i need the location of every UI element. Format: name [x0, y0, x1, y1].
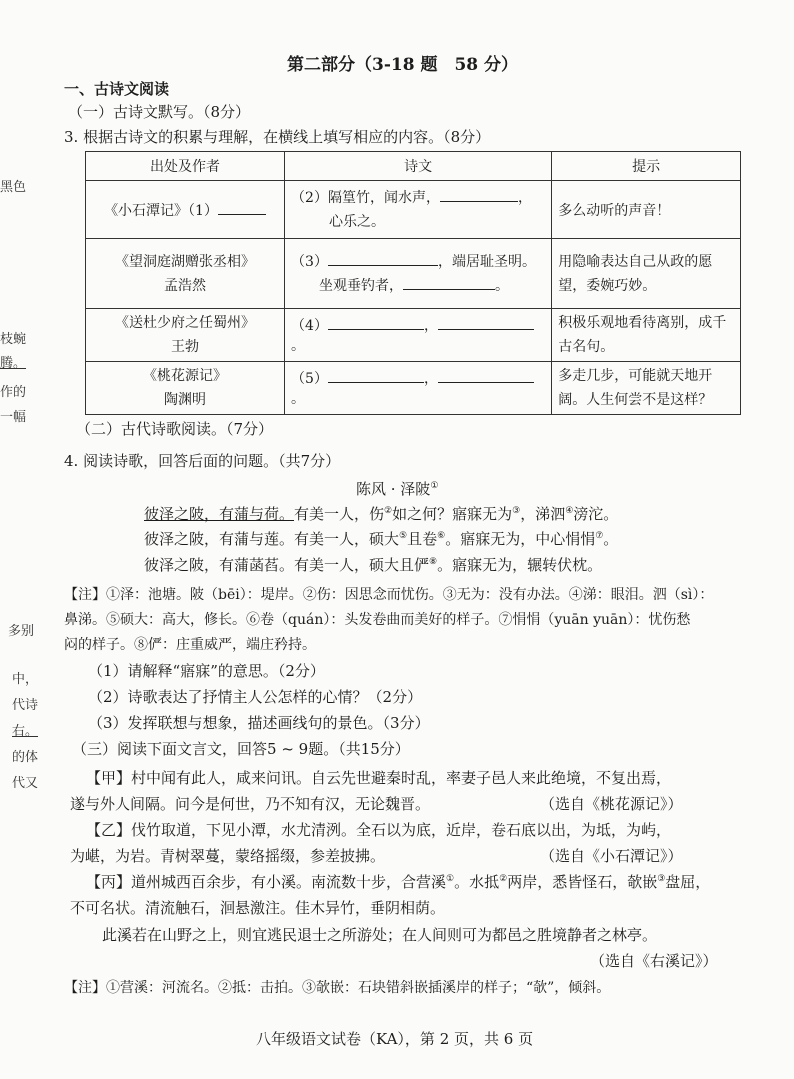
margin-fragment: 中，	[12, 672, 39, 687]
author-cell: 陶渊明	[164, 392, 207, 408]
source-cell: 《桃花源记》	[143, 368, 228, 384]
table-row	[86, 362, 741, 415]
passage-bing: 不可名状。清流触石，洄悬激注。佳木异竹，垂阴相荫。	[70, 899, 446, 917]
poem-stanza: 彼泽之陂，有蒲与荷。有美一人，伤②如之何？寤寐无为③，涕泗④滂沱。	[144, 505, 619, 523]
poem-text: 心乐之。	[329, 213, 386, 230]
answer-blank[interactable]	[218, 200, 266, 215]
sub-question: （2）诗歌表达了抒情主人公怎样的心情？（2分）	[88, 688, 423, 706]
hint-cell: 多么动听的声音！	[552, 181, 741, 239]
question-prompt: 4. 阅读诗歌，回答后面的问题。（共7分）	[64, 452, 341, 470]
section-heading: 一、古诗文阅读	[64, 80, 170, 98]
poem-text: （2）隔篁竹，闻水声，	[291, 189, 440, 206]
author-cell: 孟浩然	[164, 277, 207, 294]
part-title: 第二部分（3-18 题 58 分）	[287, 55, 519, 75]
recitation-table	[85, 151, 741, 415]
author-cell: 王勃	[171, 339, 200, 355]
question-prompt: 3. 根据古诗文的积累与理解，在横线上填写相应的内容。（8分）	[64, 128, 491, 146]
subsection-heading: （三）阅读下面文言文，回答5 ~ 9题。（共15分）	[72, 740, 410, 758]
table-row	[86, 239, 741, 309]
answer-blank[interactable]	[328, 315, 424, 330]
page-footer: 八年级语文试卷（KA），第 2 页，共 6 页	[256, 1030, 534, 1048]
poem-text: 。	[291, 391, 306, 407]
poem-text: ，	[423, 318, 438, 334]
source-cell: 《送杜少府之任蜀州》	[115, 315, 256, 331]
margin-fragment: 右。	[12, 724, 39, 739]
poem-stanza: 彼泽之陂，有蒲菡萏。有美一人，硕大且俨⑧。寤寐无为，辗转伏枕。	[144, 556, 603, 574]
table-header: 提示	[552, 152, 741, 181]
table-row	[86, 309, 741, 362]
poem-notes: 鼻涕。⑤硕大：高大，修长。⑥卷（quán）：头发卷曲而美好的样子。⑦悁悁（yuān yuān）：忧伤愁	[64, 612, 691, 628]
source-cell: 《望洞庭湖赠张丞相》	[115, 253, 256, 270]
source-cell: 《小石潭记》（1）	[104, 202, 218, 219]
margin-fragment: 一幅	[0, 410, 27, 425]
poem-notes: 闷的样子。⑧俨：庄重威严，端庄矜持。	[64, 637, 316, 653]
passage-bing: 【丙】道州城西百余步，有小溪。南流数十步，合营溪①。水抵②两岸，悉皆怪石，欹嵌③盘屈，	[86, 873, 711, 891]
margin-fragment: 多别	[8, 624, 35, 639]
subsection-heading: （二）古代诗歌阅读。（7分）	[76, 420, 274, 438]
passage-source: （选自《右溪记》）	[590, 952, 718, 970]
poem-text: （5）	[291, 371, 328, 387]
margin-fragment: 代又	[12, 776, 39, 791]
table-header: 诗文	[285, 152, 552, 181]
passage-bing: 此溪若在山野之上，则宜逃民退士之所游处；在人间则可为都邑之胜境静者之林亭。	[102, 926, 658, 944]
passage-source: （选自《桃花源记》）	[540, 795, 683, 813]
hint-cell: 多走几步，可能就天地开阔。人生何尝不是这样？	[552, 362, 741, 415]
poem-text: 。	[291, 338, 306, 354]
answer-blank[interactable]	[438, 368, 534, 383]
margin-fragment: 黑色	[0, 180, 27, 195]
answer-blank[interactable]	[403, 275, 495, 290]
table-header: 出处及作者	[86, 152, 285, 181]
poem-notes: 【注】①泽：池塘。陂（bēi）：堤岸。②伤：因思念而忧伤。③无为：没有办法。④涕：眼泪。泗（sì）：	[64, 587, 714, 603]
poem-text: （4）	[291, 318, 328, 334]
hint-cell: 积极乐观地看待离别，成千古名句。	[552, 309, 741, 362]
underlined-line: 彼泽之陂，有蒲与荷。	[144, 505, 295, 523]
table-row	[86, 181, 741, 239]
poem-text: ，	[423, 371, 438, 387]
passage-yi: 为嵁，为岩。青树翠蔓，蒙络摇缀，参差披拂。	[70, 847, 386, 865]
margin-fragment: 的体	[12, 750, 39, 765]
passage-source: （选自《小石潭记》）	[540, 847, 683, 865]
margin-fragment: 代诗	[12, 698, 39, 713]
poem-text: （3）	[291, 253, 328, 270]
answer-blank[interactable]	[328, 368, 424, 383]
poem-title: 陈风 · 泽陂①	[356, 480, 439, 498]
passage-yi: 【乙】伐竹取道，下见小潭，水尤清洌。全石以为底，近岸，卷石底以出，为坻，为屿，	[86, 821, 672, 839]
passage-jia: 遂与外人间隔。问今是何世，乃不知有汉，无论魏晋。	[70, 795, 431, 813]
margin-fragment: 腾。	[0, 356, 27, 371]
poem-text: 坐观垂钓者，	[319, 277, 404, 294]
answer-blank[interactable]	[440, 187, 518, 202]
hint-cell: 用隐喻表达自己从政的愿望，委婉巧妙。	[552, 239, 741, 309]
sub-question: （3）发挥联想与想象，描述画线句的景色。（3分）	[88, 714, 430, 732]
passage-jia: 【甲】村中闻有此人，咸来问讯。自云先世避秦时乱，率妻子邑人来此绝境，不复出焉，	[86, 769, 672, 787]
poem-stanza: 彼泽之陂，有蒲与莲。有美一人，硕大⑤且卷⑥。寤寐无为，中心悁悁⑦。	[144, 530, 619, 548]
answer-blank[interactable]	[438, 315, 534, 330]
subsection-heading: （一）古诗文默写。（8分）	[68, 103, 251, 121]
margin-fragment: 枝蜿	[0, 332, 27, 347]
prose-notes: 【注】①营溪：河流名。②抵：击拍。③欹嵌：石块错斜嵌插溪岸的样子；“欹”，倾斜。	[64, 980, 611, 996]
poem-text: ，端居耻圣明。	[437, 253, 536, 270]
poem-text: 。	[495, 277, 510, 294]
answer-blank[interactable]	[328, 251, 438, 266]
margin-fragment: 作的	[0, 385, 27, 400]
sub-question: （1）请解释“寤寐”的意思。（2分）	[88, 662, 325, 680]
poem-text: ，	[517, 189, 532, 206]
